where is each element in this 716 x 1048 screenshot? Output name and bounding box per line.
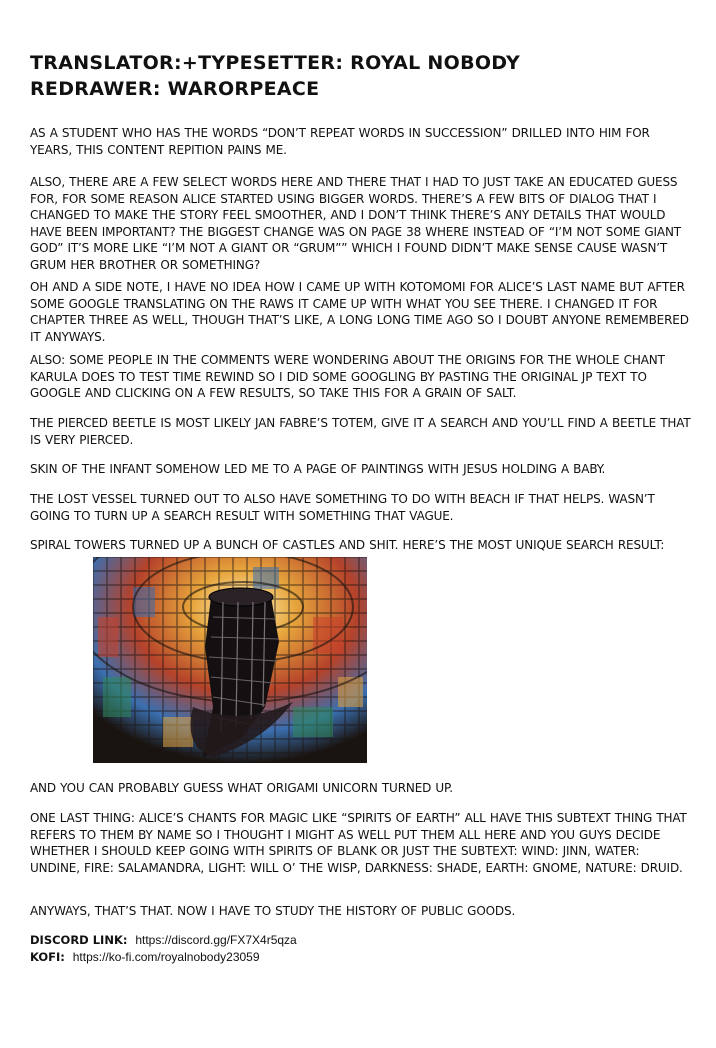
note-paragraph: OH AND A SIDE NOTE, I HAVE NO IDEA HOW I CAME UP WITH KOTOMOMI FOR ALICE’S LAST NAME BUT AFTER SOME GOOGLE TRANSLATING ON THE RAWS IT CAME UP WITH WHAT YOU SEE THERE. I CHANGED IT FOR CHAPTER THREE AS WELL, THOUGH THAT’S LIKE, A LONG LONG TIME AGO SO I DOUBT ANYONE REMEMBERED IT ANYWAYS. (30, 280, 689, 344)
kofi-label: KOFI: (30, 950, 65, 964)
note-paragraph: ONE LAST THING: ALICE’S CHANTS FOR MAGIC LIKE “SPIRITS OF EARTH” ALL HAVE THIS SUBTEXT THING THAT REFERS TO THEM BY NAME SO I THOUGHT I MIGHT AS WELL PUT THEM ALL HERE AND YOU GUYS DECIDE WHETHER I SHOULD KEEP GOING WITH SPIRITS OF BLANK OR JUST THE SUBTEXT: WIND: JINN, WATER: UNDINE, FIRE: SALAMANDRA, LIGHT: WILL O’ THE WISP, DARKNESS: SHADE, EARTH: GNOME, NATURE: DRUID. (30, 811, 687, 875)
translator-credit: TRANSLATOR:+TYPESETTER: ROYAL NOBODY (30, 52, 521, 74)
link-block (30, 932, 297, 966)
discord-row (30, 932, 297, 949)
discord-link[interactable]: https://discord.gg/FX7X4r5qza (135, 933, 297, 947)
note-paragraph: ALSO, THERE ARE A FEW SELECT WORDS HERE AND THERE THAT I HAD TO JUST TAKE AN EDUCATED GUESS FOR, FOR SOME REASON ALICE STARTED USING BIGGER WORDS. THERE’S A FEW BITS OF DIALOG THAT I CHANGED TO MAKE THE STORY FEEL SMOOTHER, AND I DON’T THINK THERE’S ANY DETAILS THAT WOULD HAVE BEEN IMPORTANT? THE BIGGEST CHANGE WAS ON PAGE 38 WHERE INSTEAD OF “I’M NOT SOME GIANT GOD” IT’S MORE LIKE “I’M NOT A GIANT OR “GRUM”” WHICH I FOUND DIDN’T MAKE SENSE CAUSE WASN’T GRUM HER BROTHER OR SOMETHING? (30, 175, 681, 272)
note-paragraph: ANYWAYS, THAT’S THAT. NOW I HAVE TO STUDY THE HISTORY OF PUBLIC GOODS. (30, 904, 516, 918)
note-paragraph: SKIN OF THE INFANT SOMEHOW LED ME TO A PAGE OF PAINTINGS WITH JESUS HOLDING A BABY. (30, 462, 606, 476)
discord-label: DISCORD LINK: (30, 933, 128, 947)
note-paragraph: AS A STUDENT WHO HAS THE WORDS “DON’T REPEAT WORDS IN SUCCESSION” DRILLED INTO HIM FOR YEARS, THIS CONTENT REPITION PAINS ME. (30, 126, 650, 157)
note-paragraph: AND YOU CAN PROBABLY GUESS WHAT ORIGAMI UNICORN TURNED UP. (30, 781, 453, 795)
note-paragraph: ALSO: SOME PEOPLE IN THE COMMENTS WERE WONDERING ABOUT THE ORIGINS FOR THE WHOLE CHANT KARULA DOES TO TEST TIME REWIND SO I DID SOME GOOGLING BY PASTING THE ORIGINAL JP TEXT TO GOOGLE AND CLICKING ON A FEW RESULTS, SO TAKE THIS FOR A GRAIN OF SALT. (30, 353, 665, 400)
note-paragraph: THE LOST VESSEL TURNED OUT TO ALSO HAVE SOMETHING TO DO WITH BEACH IF THAT HELPS. WASN’T GOING TO TURN UP A SEARCH RESULT WITH SOMETHING THAT VAGUE. (30, 492, 655, 523)
note-paragraph: THE PIERCED BEETLE IS MOST LIKELY JAN FABRE’S TOTEM, GIVE IT A SEARCH AND YOU’LL FIND A BEETLE THAT IS VERY PIERCED. (30, 416, 691, 447)
redrawer-credit: REDRAWER: WARORPEACE (30, 78, 320, 100)
spiral-tower-photo (93, 557, 367, 763)
credits-heading (30, 50, 520, 102)
kofi-link[interactable]: https://ko-fi.com/royalnobody23059 (72, 950, 260, 964)
note-paragraph: SPIRAL TOWERS TURNED UP A BUNCH OF CASTLES AND SHIT. HERE’S THE MOST UNIQUE SEARCH RESULT: (30, 538, 665, 552)
kofi-row (30, 949, 297, 966)
